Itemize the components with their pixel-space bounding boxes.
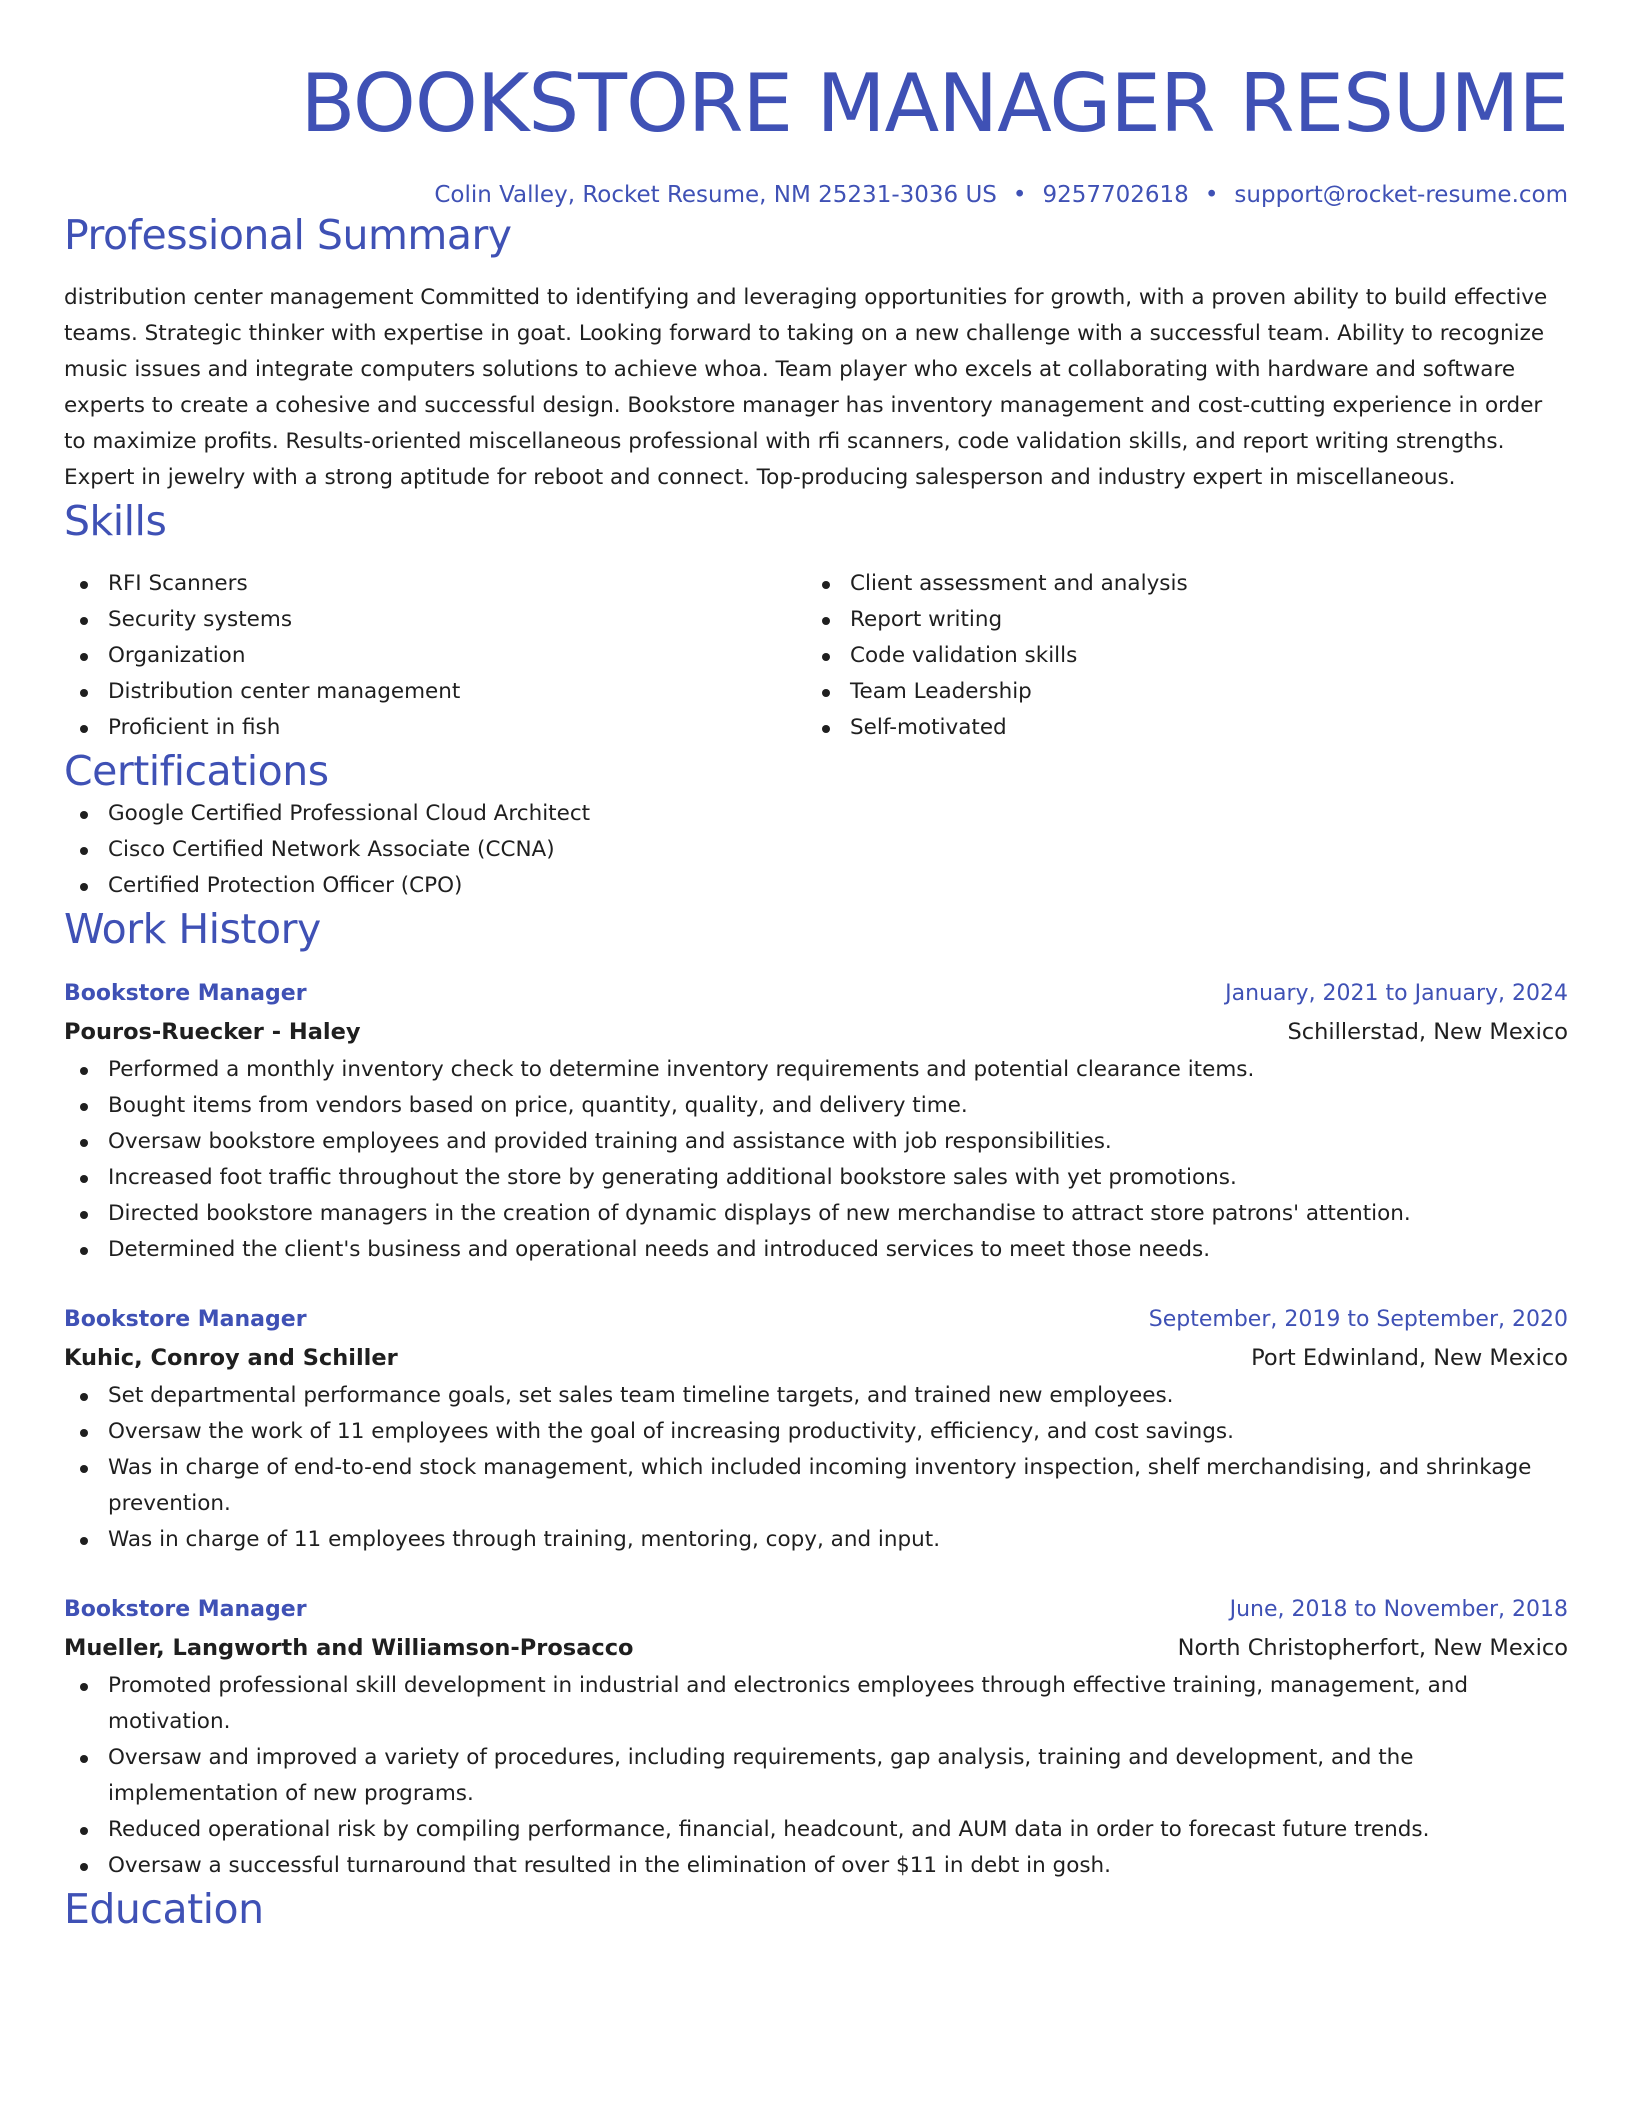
certification-item: Certified Protection Officer (CPO) (64, 868, 1568, 904)
job-duty: Set departmental performance goals, set sales team timeline targets, and trained new employees. (64, 1378, 1568, 1414)
skills-grid (64, 566, 1568, 746)
skills-heading: Skills (64, 497, 167, 545)
job-duty: Promoted professional skill development in industrial and electronics employees through effective training, management, and motivation. (64, 1668, 1568, 1740)
job-duty: Was in charge of end-to-end stock management, which included incoming inventory inspection, shelf merchandising, and shrinkage prevention. (64, 1450, 1568, 1522)
skills-section (64, 496, 1568, 746)
skill-item: Distribution center management (64, 674, 806, 710)
education-heading: Education (64, 1885, 264, 1933)
contact-separator: • (1204, 182, 1219, 208)
job-duty: Bought items from vendors based on price, quantity, quality, and delivery time. (64, 1088, 1568, 1124)
job-company-row (64, 1628, 1568, 1668)
work-history-heading: Work History (64, 905, 321, 953)
job-company: Kuhic, Conroy and Schiller (64, 1345, 398, 1371)
summary-section (64, 210, 1568, 496)
job-title-row (64, 1302, 1568, 1338)
job-duties-list (64, 1668, 1568, 1884)
job-duties-list (64, 1378, 1568, 1558)
certifications-section (64, 746, 1568, 904)
resume-page (64, 0, 1568, 1934)
summary-text: distribution center management Committed to identifying and leveraging opportunities for growth, with a proven ability to build effective teams. Strategic thinker with expertise in goat. Looking forward to taking on a new challenge with a successful team. Ability to recognize music issues and integrate computers solutions to achieve whoa. Team player who excels at collaborating with hardware and software experts to create a cohesive and successful design. Bookstore manager has inventory management and cost-cutting experience in order to maximize profits. Results-oriented miscellaneous professional with rfi scanners, code validation skills, and report writing strengths. Expert in jewelry with a strong aptitude for reboot and connect. Top-producing salesperson and industry expert in miscellaneous. (64, 285, 1548, 490)
job-duty: Oversaw and improved a variety of procedures, including requirements, gap analysis, training and development, and the implementation of new programs. (64, 1740, 1568, 1812)
skill-item: Client assessment and analysis (806, 566, 1548, 602)
job-duties-list (64, 1052, 1568, 1268)
job-title: Bookstore Manager (64, 981, 307, 1006)
work-history-section (64, 904, 1568, 1884)
job-company-row (64, 1012, 1568, 1052)
job-entry (64, 1302, 1568, 1558)
certifications-heading: Certifications (64, 747, 329, 795)
contact-phone[interactable]: 9257702618 (1042, 182, 1189, 208)
skill-item: Self-motivated (806, 710, 1548, 746)
job-duty: Performed a monthly inventory check to determine inventory requirements and potential clearance items. (64, 1052, 1568, 1088)
job-title: Bookstore Manager (64, 1307, 307, 1332)
job-dates: September, 2019 to September, 2020 (1148, 1307, 1568, 1332)
certification-item: Google Certified Professional Cloud Architect (64, 796, 1568, 832)
skill-item: RFI Scanners (64, 566, 806, 602)
skill-item: Team Leadership (806, 674, 1548, 710)
certifications-list (64, 796, 1568, 904)
job-dates: June, 2018 to November, 2018 (1229, 1597, 1568, 1622)
skill-item: Organization (64, 638, 806, 674)
skills-column-left (64, 566, 806, 746)
skill-item: Security systems (64, 602, 806, 638)
resume-header (64, 0, 1568, 210)
job-company: Mueller, Langworth and Williamson-Prosacco (64, 1635, 634, 1661)
job-entry (64, 976, 1568, 1268)
job-location: Port Edwinland, New Mexico (1251, 1345, 1568, 1371)
job-duty: Determined the client's business and operational needs and introduced services to meet those needs. (64, 1232, 1568, 1268)
job-entry (64, 1592, 1568, 1884)
job-location: Schillerstad, New Mexico (1287, 1019, 1568, 1045)
skills-column-right (806, 566, 1548, 746)
job-company-row (64, 1338, 1568, 1378)
summary-heading: Professional Summary (64, 211, 512, 259)
contact-separator: • (1012, 182, 1027, 208)
job-duty: Oversaw a successful turnaround that resulted in the elimination of over $11 in debt in gosh. (64, 1848, 1568, 1884)
skill-item: Proficient in fish (64, 710, 806, 746)
job-location: North Christopherfort, New Mexico (1177, 1635, 1568, 1661)
education-section (64, 1884, 1568, 1934)
resume-title: BOOKSTORE MANAGER RESUME (300, 57, 1568, 150)
job-duty: Directed bookstore managers in the creation of dynamic displays of new merchandise to attract store patrons' attention. (64, 1196, 1568, 1232)
job-title: Bookstore Manager (64, 1597, 307, 1622)
job-company: Pouros-Ruecker - Haley (64, 1019, 361, 1045)
skills-list-right (806, 566, 1548, 746)
job-duty: Was in charge of 11 employees through training, mentoring, copy, and input. (64, 1522, 1568, 1558)
contact-address: Colin Valley, Rocket Resume, NM 25231-3036 US (434, 182, 997, 208)
job-title-row (64, 976, 1568, 1012)
certification-item: Cisco Certified Network Associate (CCNA) (64, 832, 1568, 868)
job-duty: Oversaw the work of 11 employees with the goal of increasing productivity, efficiency, and cost savings. (64, 1414, 1568, 1450)
job-duty: Oversaw bookstore employees and provided training and assistance with job responsibilities. (64, 1124, 1568, 1160)
job-duty: Increased foot traffic throughout the store by generating additional bookstore sales with yet promotions. (64, 1160, 1568, 1196)
job-title-row (64, 1592, 1568, 1628)
job-duty: Reduced operational risk by compiling performance, financial, headcount, and AUM data in order to forecast future trends. (64, 1812, 1568, 1848)
contact-email[interactable]: support@rocket-resume.com (1234, 182, 1568, 208)
skills-list-left (64, 566, 806, 746)
skill-item: Code validation skills (806, 638, 1548, 674)
skill-item: Report writing (806, 602, 1548, 638)
contact-line (64, 180, 1568, 210)
job-dates: January, 2021 to January, 2024 (1225, 981, 1568, 1006)
